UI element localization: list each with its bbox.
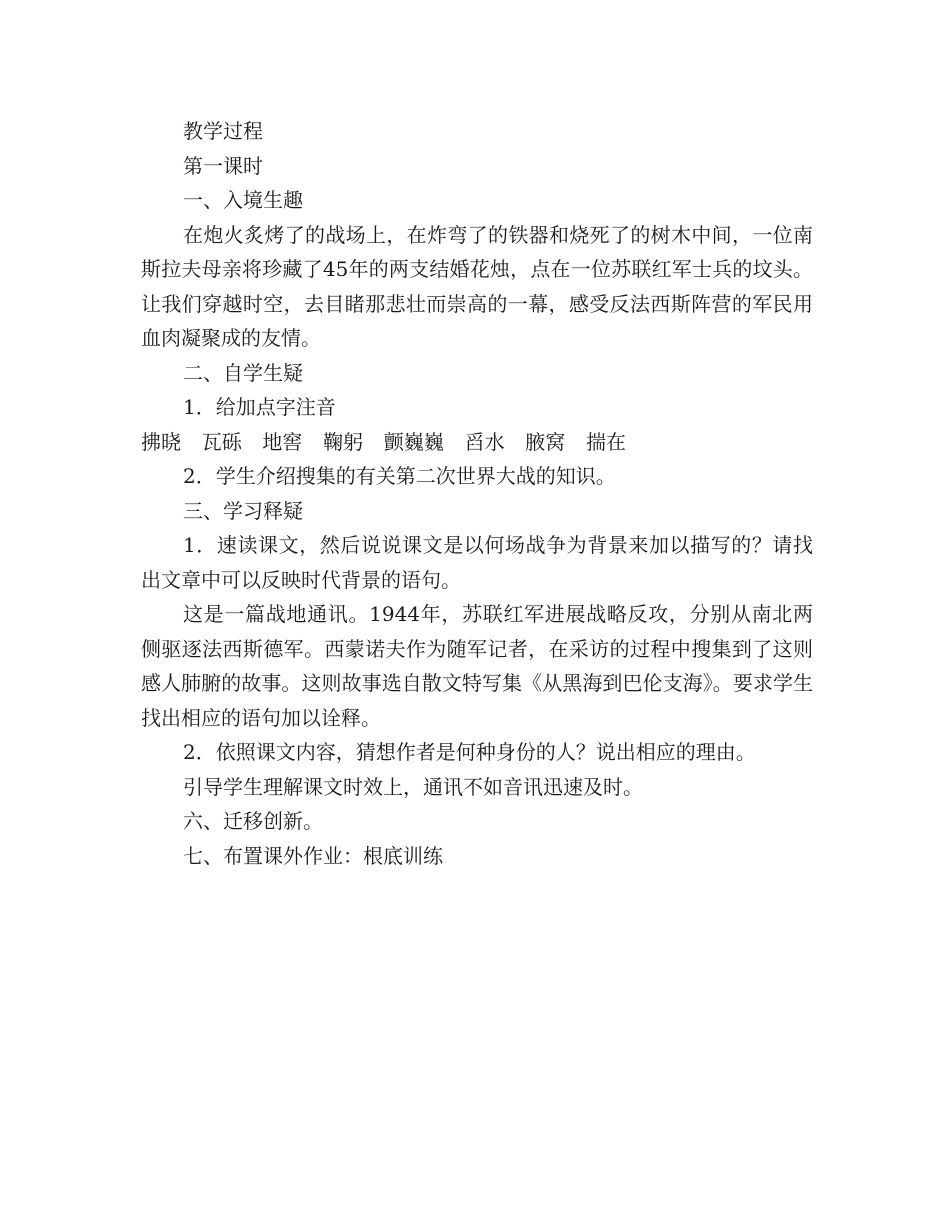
section-heading-6: 六、迁移创新。	[183, 809, 323, 833]
vocabulary-list: 拂晓 瓦砾 地窖 鞠躬 颤巍巍 舀水 腋窝 揣在	[141, 429, 627, 454]
question-1-paragraph: 1．速读课文，然后说说课文是以何场战争为背景来加以描写的？请找出文章中可以反映时代背景的语句。	[141, 533, 813, 592]
section-heading-3: 三、学习释疑	[183, 498, 303, 523]
background-paragraph: 这是一篇战地通讯。1944年，苏联红军进展战略反攻，分别从南北两侧驱逐法西斯德军。西蒙诺夫作为随军记者，在采访的过程中搜集到了这则感人肺腑的故事。这则故事选自散文特写集《从黑海到巴伦支海》。要求学生找出相应的语句加以诠释。	[141, 602, 813, 730]
section-heading-7: 七、布置课外作业：根底训练	[183, 843, 443, 868]
task-1-phonetics: 1．给加点字注音	[183, 395, 336, 419]
document-body	[141, 114, 813, 873]
section-heading-1: 一、入境生趣	[183, 188, 303, 212]
guidance-paragraph: 引导学生理解课文时效上，通讯不如音讯迅速及时。	[183, 774, 643, 799]
question-2-paragraph: 2．依照课文内容，猜想作者是何种身份的人？说出相应的理由。	[183, 740, 756, 764]
heading-teaching-process: 教学过程	[183, 119, 263, 143]
heading-first-lesson: 第一课时	[183, 153, 263, 178]
task-2-wwii-knowledge: 2．学生介绍搜集的有关第二次世界大战的知识。	[183, 464, 616, 488]
intro-paragraph: 在炮火炙烤了的战场上，在炸弯了的铁器和烧死了的树木中间，一位南斯拉夫母亲将珍藏了45年的两支结婚花烛，点在一位苏联红军士兵的坟头。让我们穿越时空，去目睹那悲壮而崇高的一幕，感受反法西斯阵营的军民用血肉凝聚成的友情。	[141, 222, 813, 350]
section-heading-2: 二、自学生疑	[183, 360, 303, 385]
